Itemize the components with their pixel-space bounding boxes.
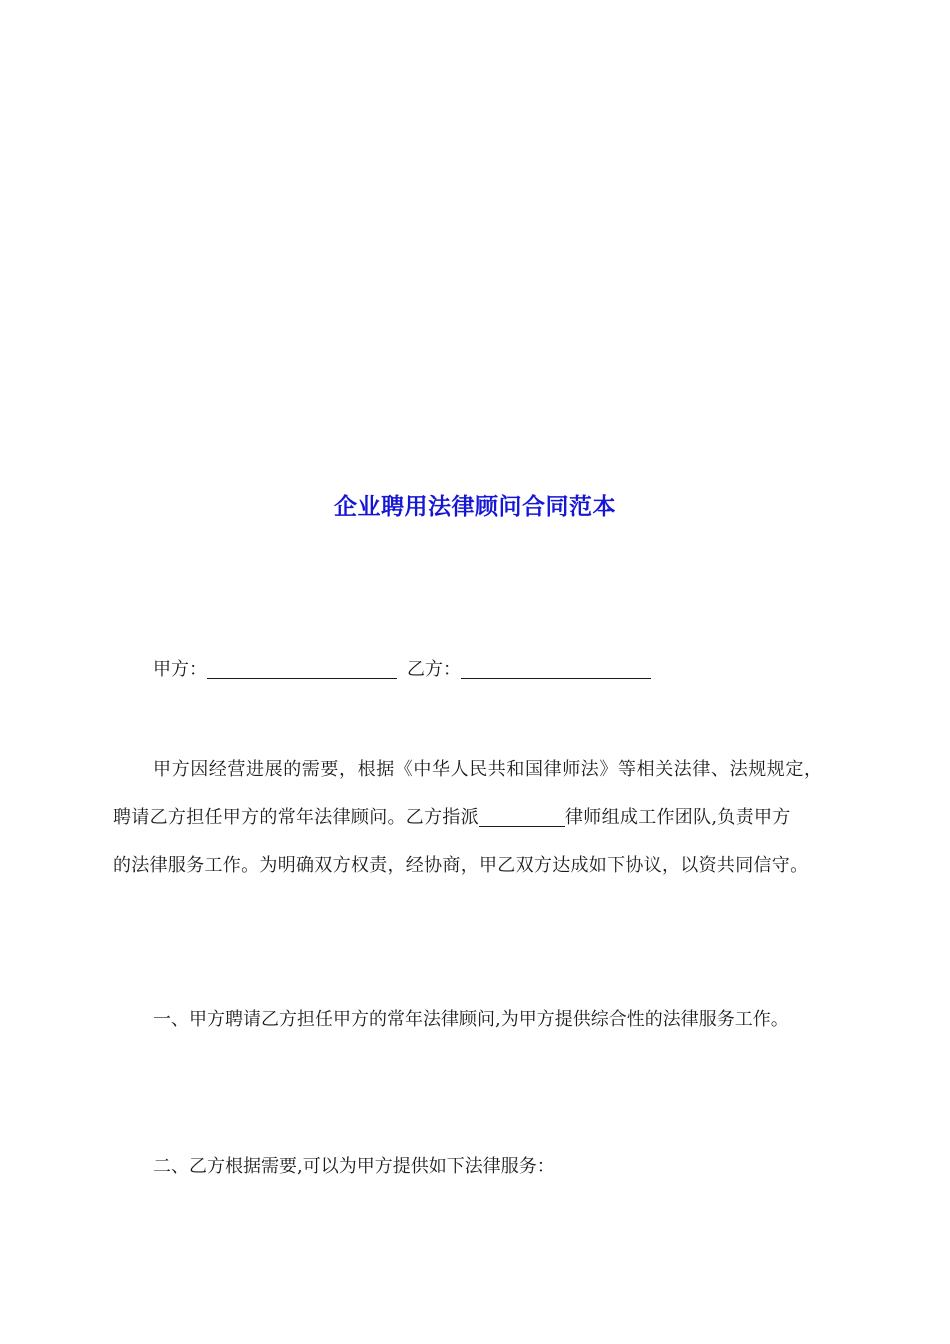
intro-line-2-end: 律师组成工作团队,负责甲方 xyxy=(565,807,791,828)
clause-1: 一、甲方聘请乙方担任甲方的常年法律顾问,为甲方提供综合性的法律服务工作。 xyxy=(153,1009,789,1030)
lawyer-name-blank xyxy=(479,810,565,827)
document-title: 企业聘用法律顾问合同范本 xyxy=(334,493,616,520)
party-a-blank xyxy=(207,662,397,679)
intro-line-1: 甲方因经营进展的需要，根据《中华人民共和国律师法》等相关法律、法规规定， xyxy=(153,759,823,780)
clause-2: 二、乙方根据需要,可以为甲方提供如下法律服务： xyxy=(153,1156,555,1177)
intro-line-3: 的法律服务工作。为明确双方权责，经协商，甲乙双方达成如下协议，以资共同信守。 xyxy=(113,855,809,876)
party-b-label: 乙方： xyxy=(407,659,461,680)
parties-line xyxy=(153,658,651,682)
intro-line-2 xyxy=(113,806,791,830)
intro-line-2-start: 聘请乙方担任甲方的常年法律顾问。乙方指派 xyxy=(113,807,479,828)
party-b-blank xyxy=(461,662,651,679)
party-a-label: 甲方： xyxy=(153,659,207,680)
